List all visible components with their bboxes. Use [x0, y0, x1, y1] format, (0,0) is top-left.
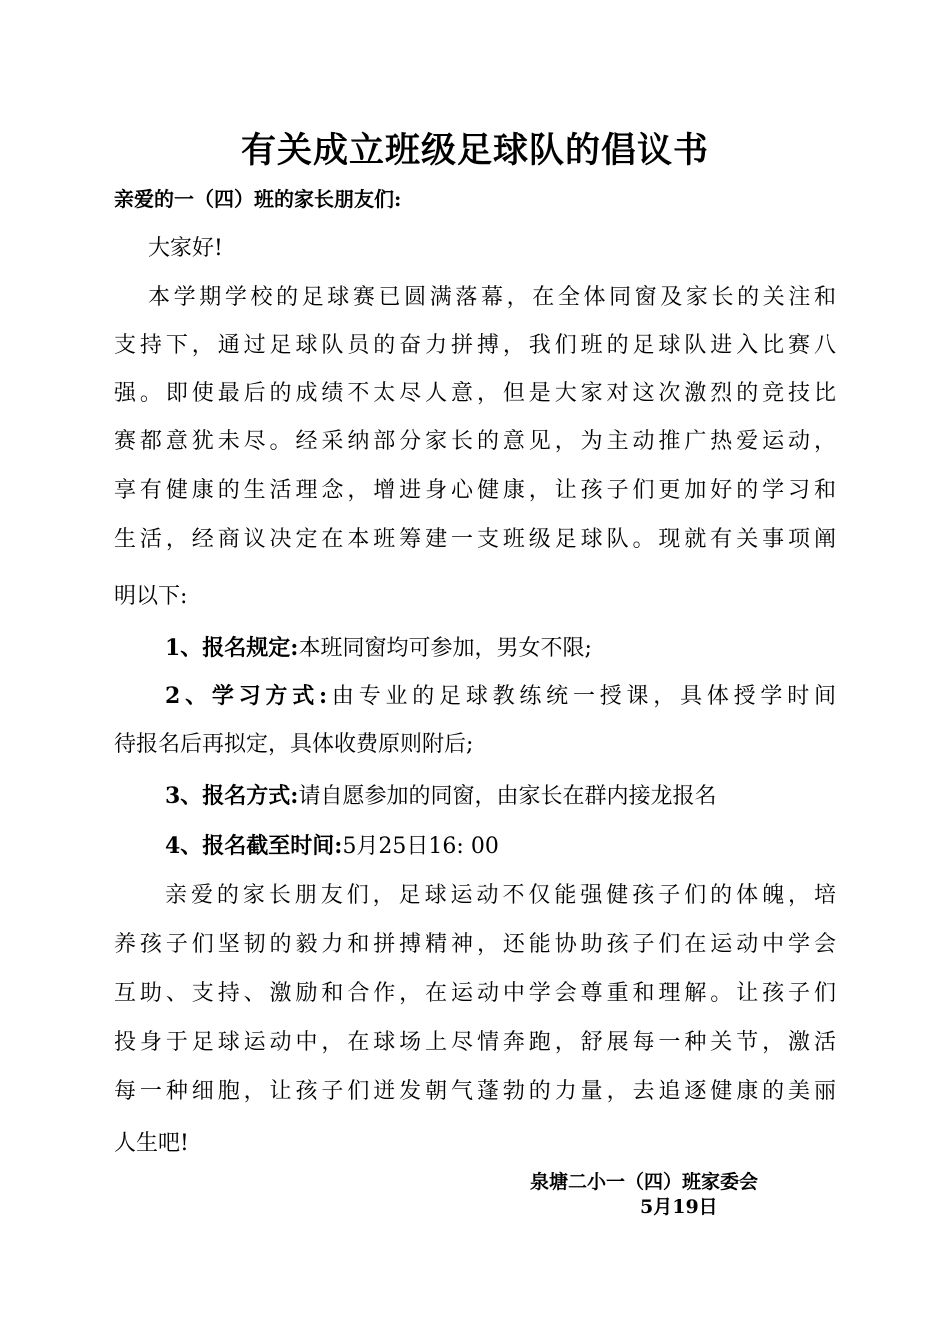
- salutation: 大家好!: [148, 236, 223, 261]
- signature-organization: 泉塘二小一（四）班家委会: [530, 1171, 759, 1193]
- item-text: 请自愿参加的同窗，由家长在群内接龙报名: [298, 784, 717, 809]
- paragraph-line: 赛都意犹未尽。经采纳部分家长的意见，为主动推广热爱运动，: [114, 429, 836, 454]
- item-text: 由专业的足球教练统一授课，具体授学时间: [327, 684, 836, 709]
- paragraph-line: 互助、支持、激励和合作，在运动中学会尊重和理解。让孩子们: [114, 981, 836, 1006]
- paragraph-line: 本学期学校的足球赛已圆满落幕，在全体同窗及家长的关注和: [148, 285, 836, 310]
- signature-date: 5月19日: [640, 1196, 718, 1218]
- paragraph-line: 支持下，通过足球队员的奋力拼搏，我们班的足球队进入比赛八: [114, 333, 836, 358]
- paragraph-line: 亲爱的家长朋友们，足球运动不仅能强健孩子们的体魄，培: [165, 883, 836, 908]
- item-label: 3、报名方式:: [165, 783, 299, 809]
- item-label: 4、报名截至时间:: [165, 833, 343, 859]
- greeting: 亲爱的一（四）班的家长朋友们:: [114, 187, 402, 211]
- list-item-continuation: 待报名后再拟定，具体收费原则附后;: [114, 732, 474, 757]
- paragraph-line: 生活，经商议决定在本班筹建一支班级足球队。现就有关事项阐: [114, 527, 836, 552]
- list-item: [165, 826, 499, 867]
- item-label: 2、学习方式:: [165, 683, 328, 709]
- paragraph-line: 享有健康的生活理念，增进身心健康，让孩子们更加好的学习和: [114, 478, 836, 503]
- paragraph-line: 每一种细胞，让孩子们迸发朝气蓬勃的力量，去追逐健康的美丽: [114, 1079, 836, 1104]
- paragraph-line: 人生吧!: [114, 1131, 189, 1156]
- paragraph-line: 投身于足球运动中，在球场上尽情奔跑，舒展每一种关节，激活: [114, 1030, 836, 1055]
- paragraph-line: 养孩子们坚韧的毅力和拼搏精神，还能协助孩子们在运动中学会: [114, 932, 836, 957]
- list-item: [165, 628, 592, 669]
- list-item: [165, 776, 716, 817]
- list-item: [165, 676, 836, 717]
- document-title: 有关成立班级足球队的倡议书: [240, 131, 709, 171]
- paragraph-line: 强。即使最后的成绩不太尽人意，但是大家对这次激烈的竞技比: [114, 381, 836, 406]
- item-text: 本班同窗均可参加，男女不限;: [298, 636, 592, 661]
- item-text: 5月25日16: 00: [342, 834, 499, 859]
- item-label: 1、报名规定:: [165, 635, 299, 661]
- paragraph-line: 明以下:: [114, 584, 188, 609]
